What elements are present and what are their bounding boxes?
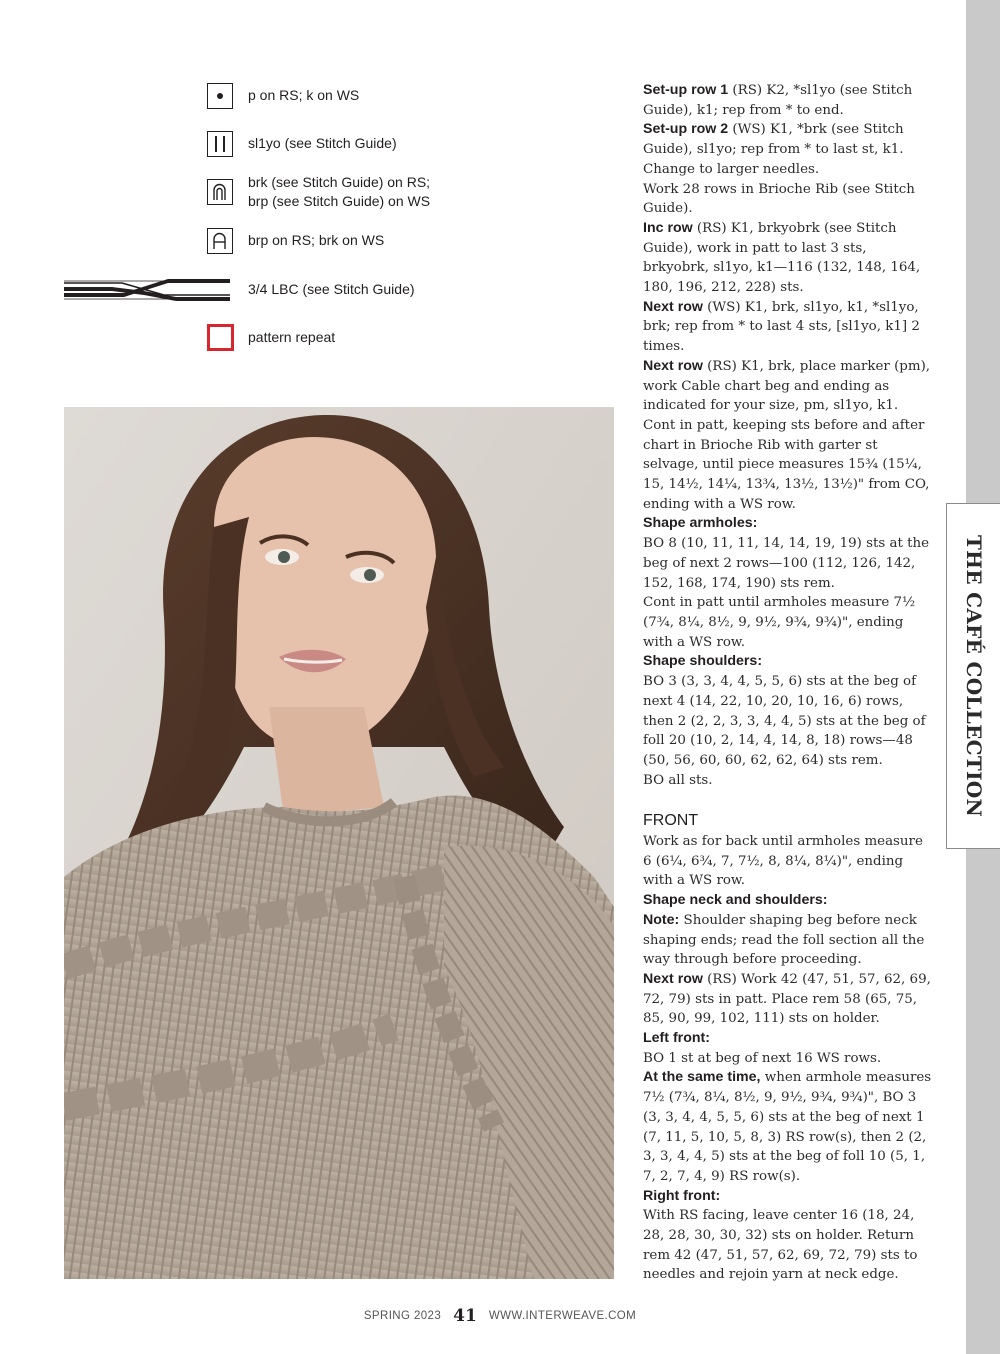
brk-arch-box-icon [207, 179, 233, 205]
dot-box-icon [207, 83, 233, 109]
legend-label: sl1yo (see Stitch Guide) [248, 135, 397, 151]
instruction: Next row (RS) K1, brk, place marker (pm), work Cable chart beg and ending as indicated for your size, pm, sl1yo, k1. [643, 357, 931, 414]
instruction: Cont in patt, keeping sts before and after chart in Brioche Rib with garter st selvage, until piece measures 15¾ (15¼, 15, 14½, 14¼, 13¾, 13½, 13½)" from CO, ending with a WS row. [643, 417, 930, 512]
model-photo [64, 407, 614, 1279]
instruction: Set-up row 1 (RS) K2, *sl1yo (see Stitch Guide), k1; rep from * to end. [643, 82, 913, 118]
legend-label-line1: brk (see Stitch Guide) on RS; [248, 174, 431, 190]
footer-website: WWW.INTERWEAVE.COM [488, 1310, 637, 1322]
instruction: Cont in patt until armholes measure 7½ (7¾, 8¼, 8½, 9, 9½, 9¾, 9¾)", ending with a WS row. [643, 595, 916, 650]
section-tab [946, 503, 1000, 849]
instruction: BO 8 (10, 11, 11, 14, 14, 19, 19) sts at the beg of next 2 rows—100 (112, 126, 142, 152, 168, 174, 190) sts rem. [643, 536, 930, 591]
subheading: Left front: [643, 1030, 710, 1047]
instruction: Note: Shoulder shaping beg before neck shaping ends; read the foll section all the way through before proceeding. [643, 911, 925, 968]
legend-label: brp on RS; brk on WS [248, 232, 385, 248]
instruction: Work as for back until armholes measure 6 (6¼, 6¾, 7, 7½, 8, 8¼, 8¼)", ending with a WS row. [643, 834, 923, 889]
instruction: With RS facing, leave center 16 (18, 24, 28, 28, 30, 30, 32) sts on holder. Return rem 42 (47, 51, 57, 62, 69, 72, 79) sts to needles and rejoin yarn at neck edge. [643, 1208, 918, 1283]
instruction: At the same time, when armhole measures 7½ (7¾, 8¼, 8½, 9, 9½, 9¾, 9¾)", BO 3 (3, 3, 4, 4, 5, 5, 6) sts at the beg of next 1 (7, 11, 5, 10, 5, 8, 3) RS row(s), then 2 (2, 3, 3, 4, 4, 5) sts at the beg of foll 10 (5, 1, 7, 2, 7, 4, 9) RS row(s). [643, 1069, 932, 1184]
footer-season: SPRING 2023 [363, 1310, 442, 1322]
instruction: Work 28 rows in Brioche Rib (see Stitch Guide). [643, 181, 915, 217]
subheading: Shape shoulders: [643, 653, 763, 670]
instruction: Inc row (RS) K1, brkyobrk (see Stitch Guide), work in patt to last 3 sts, brkyobrk, sl1yo, k1—116 (132, 148, 164, 180, 196, 212, 228) sts. [643, 219, 921, 296]
legend-label: pattern repeat [248, 329, 336, 345]
legend-label: p on RS; k on WS [248, 87, 360, 103]
subheading: Shape armholes: [643, 515, 758, 532]
legend-label-line2: brp (see Stitch Guide) on WS [248, 193, 431, 209]
instruction: BO 3 (3, 3, 4, 4, 5, 5, 6) sts at the beg of next 4 (14, 22, 10, 20, 10, 16, 6) rows, then 2 (2, 2, 3, 3, 4, 4, 5) sts at the beg of foll 20 (10, 2, 14, 4, 14, 8, 18) rows—48 (50, 56, 60, 60, 62, 62, 64) sts rem. [643, 674, 926, 768]
legend-label: 3/4 LBC (see Stitch Guide) [248, 281, 415, 297]
instruction: Next row (WS) K1, brk, sl1yo, k1, *sl1yo, brk; rep from * to last 4 sts, [sl1yo, k1] 2 times. [643, 298, 920, 355]
page-footer [0, 1306, 1000, 1326]
instruction: BO 1 st at beg of next 16 WS rows. [643, 1050, 882, 1066]
subheading: Shape neck and shoulders: [643, 892, 828, 909]
section-tab-label: THE CAFÉ COLLECTION [961, 534, 986, 818]
brp-arch-box-icon [207, 228, 233, 254]
instruction: Set-up row 2 (WS) K1, *brk (see Stitch Guide), sl1yo; rep from * to last st, k1. [643, 121, 904, 158]
instruction: BO all sts. [643, 772, 713, 788]
subheading: Right front: [643, 1187, 721, 1204]
section-title-front: FRONT [643, 812, 699, 829]
instruction: Next row (RS) Work 42 (47, 51, 57, 62, 69, 72, 79) sts in patt. Place rem 58 (65, 75, 85, 90, 99, 102, 111) sts on holder. [643, 970, 931, 1027]
instruction: Change to larger needles. [643, 161, 820, 177]
page-number: 41 [453, 1306, 477, 1326]
cable-cross-icon [64, 279, 230, 301]
double-bar-box-icon [207, 131, 233, 157]
pattern-instructions [643, 81, 933, 1285]
pattern-repeat-box-icon [207, 324, 234, 351]
